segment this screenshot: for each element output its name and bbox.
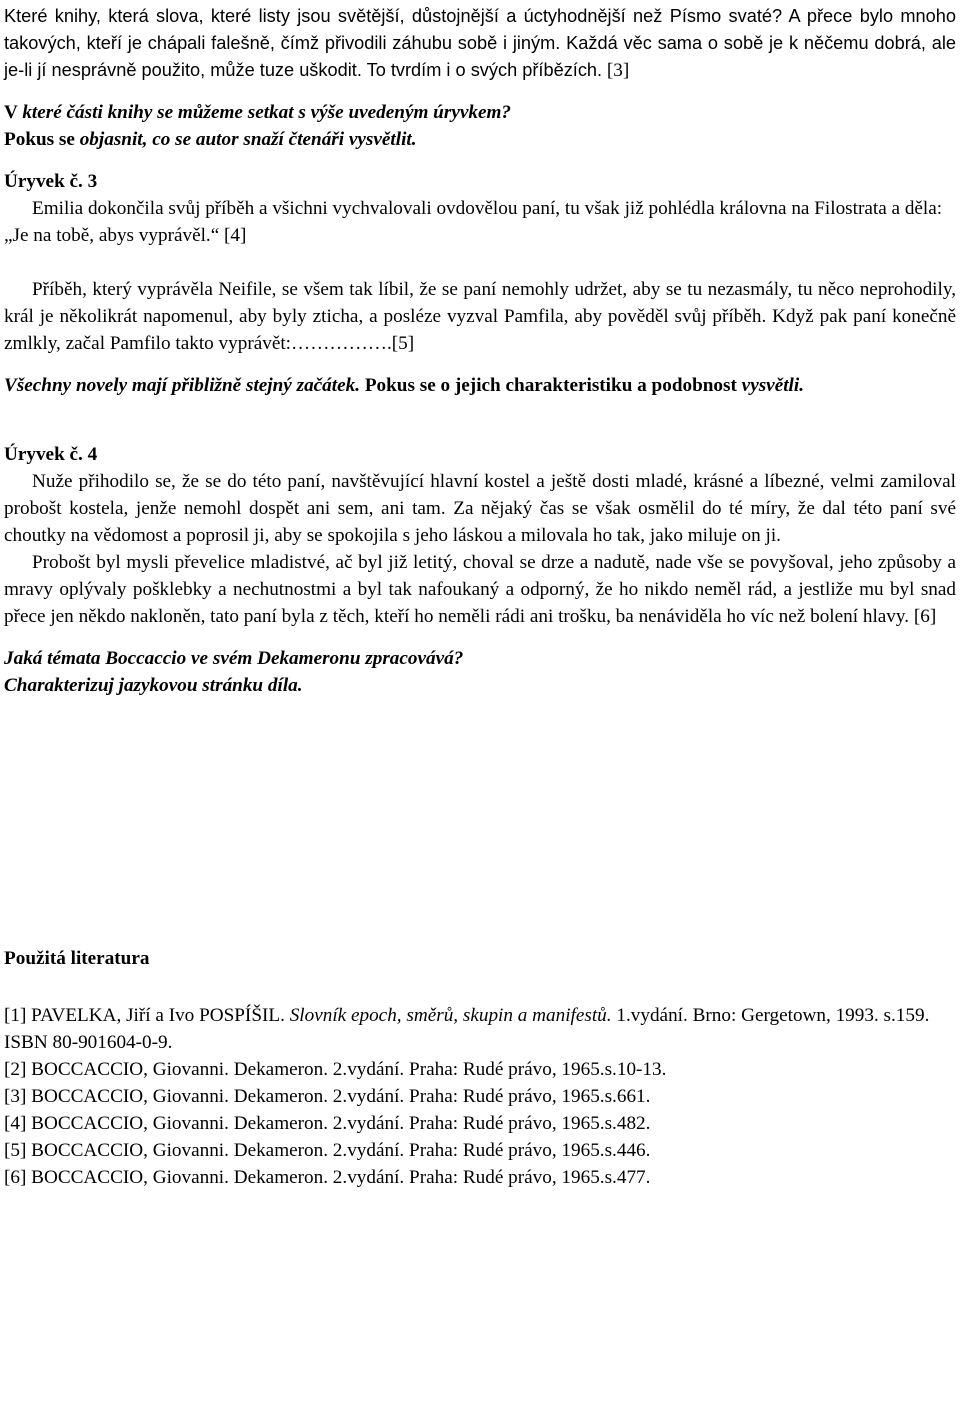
excerpt-3-heading: Úryvek č. 3 xyxy=(4,171,98,192)
question-1-text: které části knihy se můžeme setkat s výše uvedeným úryvkem? xyxy=(22,102,511,123)
excerpt-4-heading: Úryvek č. 4 xyxy=(4,444,98,465)
intro-ref: [3] xyxy=(602,60,630,81)
question-2-rest: Pokus se o jejich charakteristiku a podobnost xyxy=(360,375,742,396)
reference-1-authors: [1] PAVELKA, Jiří a Ivo POSPÍŠIL. xyxy=(4,1005,290,1026)
question-3-line-2: Charakterizuj jazykovou stránku díla. xyxy=(4,675,303,696)
reference-5: [5] BOCCACCIO, Giovanni. Dekameron. 2.vydání. Praha: Rudé právo, 1965.s.446. xyxy=(4,1140,651,1161)
question-2-italic: Všechny novely mají přibližně stejný začátek. xyxy=(4,375,361,396)
excerpt-3-quote-text: „Je na tobě, abys vyprávěl.“ xyxy=(4,225,220,246)
reference-2: [2] BOCCACCIO, Giovanni. Dekameron. 2.vydání. Praha: Rudé právo, 1965.s.10-13. xyxy=(4,1059,667,1080)
question-2 xyxy=(4,372,956,399)
question-1-task-lead: Pokus se xyxy=(4,129,80,150)
question-1-lead: V xyxy=(4,102,23,123)
reference-1 xyxy=(4,1002,956,1056)
intro-text: Které knihy, která slova, které listy jsou světější, důstojnější a úctyhodnější než Písmo svaté? A přece bylo mnoho takových, kteří je chápali falešně, čímž přivodili záhubu sobě i jiným. Každá věc sama o sobě je k něčemu dobrá, ale je-li jí nesprávně použito, může tuze uškodit. To tvrdím i o svých příbězích. xyxy=(4,6,956,80)
excerpt-3-paragraph-2: Příběh, který vyprávěla Neifile, se všem tak líbil, že se paní nemohly udržet, aby se tu nezasmály, tu něco neprohodily, král je několikrát napomenul, aby byly zticha, a posléze vyzval Pamfila, aby pověděl svůj příběh. Když pak paní konečně zmlkly, začal Pamfilo takto vyprávět:…………….[5] xyxy=(4,279,956,354)
literature-heading: Použitá literatura xyxy=(4,948,150,969)
reference-1-title: Slovník epoch, směrů, skupin a manifestů. xyxy=(289,1005,612,1026)
reference-1-details: 1.vydání. Brno: Gergetown, 1993. s.159. ISBN 80-901604-0-9. xyxy=(4,1005,930,1053)
excerpt-4-paragraph-2: Probošt byl mysli převelice mladistvé, ač byl již letitý, choval se drze a nadutě, nade vše se povyšoval, jeho způsoby a mravy oplývaly pošklebky a nechutnostmi a byl tak nafoukaný a odporný, že ho nikdo neměl rád, a jestliže mu byl snad přece jen někdo nakloněn, tato paní byla z těch, kteří ho neměli rádi ani trošku, ba nenáviděla ho víc než bolení hlavy. [6] xyxy=(4,552,956,627)
question-1-task xyxy=(4,126,956,153)
document-page xyxy=(4,3,956,1191)
question-2-end: vysvětli. xyxy=(741,375,804,396)
excerpt-3-quote-ref: [4] xyxy=(219,225,247,246)
excerpt-4-paragraph-1: Nuže přihodilo se, že se do této paní, navštěvující hlavní kostel a ještě dosti mladé, krásné a líbezné, velmi zamiloval probošt kostela, jenže nemohl dospět ani sem, ani tam. Za nějaký čas se však osmělil do té míry, že dal této paní své choutky na vědomost a poprosil ji, aby se spokojila s jeho láskou a milovala ho tak, jako miluje on ji. xyxy=(4,471,956,546)
reference-3: [3] BOCCACCIO, Giovanni. Dekameron. 2.vydání. Praha: Rudé právo, 1965.s.661. xyxy=(4,1086,651,1107)
question-1-task-text: objasnit, co se autor snaží čtenáři vysvětlit. xyxy=(79,129,417,150)
question-1 xyxy=(4,99,956,126)
excerpt-3-quote xyxy=(4,222,956,249)
excerpt-3-paragraph-1: Emilia dokončila svůj příběh a všichni vychvalovali ovdovělou paní, tu však již pohlédla královna na Filostrata a děla: xyxy=(32,198,943,219)
reference-6: [6] BOCCACCIO, Giovanni. Dekameron. 2.vydání. Praha: Rudé právo, 1965.s.477. xyxy=(4,1167,651,1188)
question-3-line-1: Jaká témata Boccaccio ve svém Dekameronu zpracovává? xyxy=(4,648,464,669)
intro-paragraph xyxy=(4,3,956,84)
reference-4: [4] BOCCACCIO, Giovanni. Dekameron. 2.vydání. Praha: Rudé právo, 1965.s.482. xyxy=(4,1113,651,1134)
